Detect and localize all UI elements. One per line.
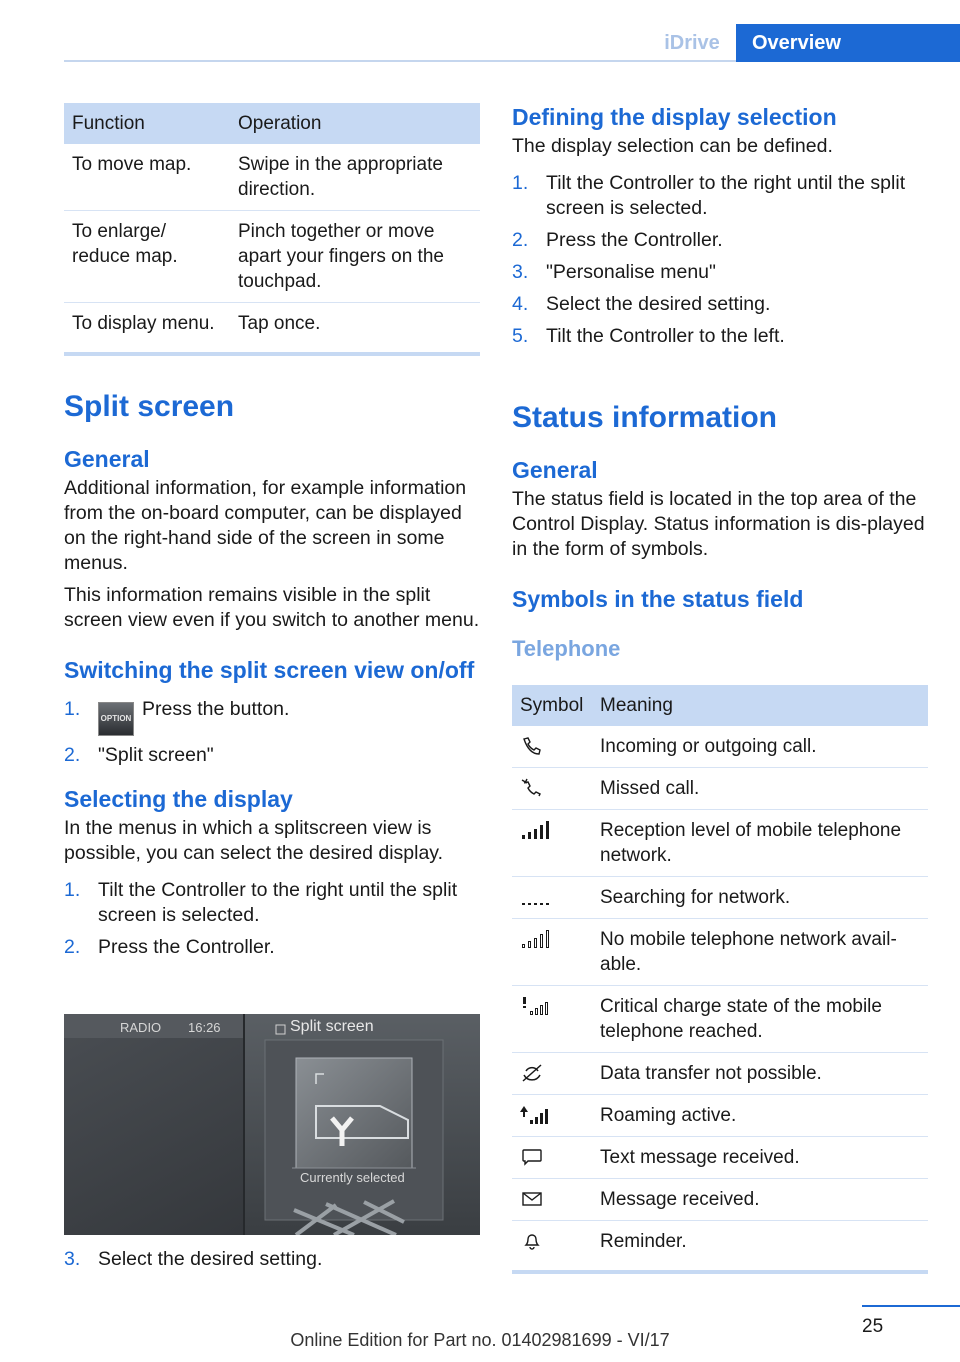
list-item <box>512 228 928 253</box>
operation-cell: Pinch together or move apart your fingers on the touchpad. <box>230 211 480 303</box>
defining-steps <box>512 171 928 349</box>
meaning-cell: Message received. <box>592 1179 928 1221</box>
step-number: 1. <box>64 698 81 720</box>
list-item <box>512 324 928 349</box>
header-section-label: iDrive <box>664 32 720 54</box>
symbol-table <box>512 685 928 1274</box>
table-row <box>512 810 928 877</box>
step-text: Tilt the Controller to the left. <box>546 325 785 347</box>
step-text: Tilt the Controller to the right until the split screen is selected. <box>546 172 906 219</box>
general-heading: General <box>64 446 150 472</box>
screenshot-graphic <box>64 1014 480 1235</box>
status-general-text: The status field is located in the top area of the Control Display. Status information is dis-played in the form of symbols. <box>512 488 925 560</box>
footer-rule <box>862 1305 960 1307</box>
table-row <box>64 303 480 355</box>
function-table <box>64 103 480 356</box>
function-cell: To enlarge/ reduce map. <box>64 211 230 303</box>
general-paragraph: This information remains visible in the split screen view even if you switch to another menu. <box>64 584 480 631</box>
operation-cell: Swipe in the appropriate direction. <box>230 144 480 211</box>
list-item <box>512 260 928 285</box>
bell-icon <box>520 1231 544 1251</box>
list-item <box>64 743 480 768</box>
select-steps-continued <box>64 1247 480 1279</box>
step-number: 2. <box>512 229 529 251</box>
step-number: 1. <box>512 172 529 194</box>
column-header: Meaning <box>592 685 928 726</box>
table-row <box>512 768 928 810</box>
signal-bars-icon <box>520 820 550 840</box>
roaming-icon <box>520 1105 550 1125</box>
table-row <box>512 726 928 768</box>
switch-steps <box>64 697 480 768</box>
meaning-cell: Text message received. <box>592 1137 928 1179</box>
missed-call-icon <box>520 778 544 798</box>
page-number: 25 <box>862 1316 884 1337</box>
split-screen-screenshot <box>64 1014 480 1235</box>
list-item <box>64 935 480 960</box>
table-row <box>512 1221 928 1273</box>
status-title: Status information <box>512 401 778 434</box>
meaning-cell: Incoming or outgoing call. <box>592 726 928 768</box>
screenshot-caption: Currently selected <box>300 1170 405 1185</box>
function-cell: To move map. <box>64 144 230 211</box>
defining-heading: Defining the display selection <box>512 104 837 130</box>
status-general-heading: General <box>512 457 598 483</box>
meaning-cell: Data transfer not possible. <box>592 1053 928 1095</box>
step-text: Press the Controller. <box>546 229 723 251</box>
step-text: Press the Controller. <box>98 936 275 958</box>
list-item <box>64 878 480 928</box>
meaning-cell: No mobile telephone network avail-able. <box>592 919 928 986</box>
meaning-cell: Searching for network. <box>592 877 928 919</box>
select-intro: In the menus in which a splitscreen view is possible, you can select the desired display. <box>64 817 444 864</box>
phone-call-icon <box>520 736 544 756</box>
status-section <box>512 399 928 664</box>
screenshot-time: 16:26 <box>188 1020 221 1035</box>
telephone-heading: Telephone <box>512 636 621 661</box>
list-item <box>512 292 928 317</box>
table-row <box>512 1137 928 1179</box>
step-number: 1. <box>64 879 81 901</box>
step-text: "Personalise menu" <box>546 261 716 283</box>
select-heading: Selecting the display <box>64 786 293 812</box>
select-steps <box>64 878 480 960</box>
list-item <box>64 1247 480 1272</box>
screenshot-left-label: RADIO <box>120 1020 162 1035</box>
table-row <box>512 1053 928 1095</box>
defining-section <box>512 102 928 356</box>
section-title: Split screen <box>64 390 235 423</box>
step-number: 5. <box>512 325 529 347</box>
header-chapter-tab: Overview <box>736 24 960 62</box>
no-data-transfer-icon <box>520 1063 544 1083</box>
table-row <box>512 1095 928 1137</box>
meaning-cell: Critical charge state of the mobile telephone reached. <box>592 986 928 1053</box>
critical-charge-icon <box>520 996 550 1016</box>
step-number: 3. <box>512 261 529 283</box>
table-row <box>512 877 928 919</box>
option-button-icon: OPTION <box>98 702 134 736</box>
table-row <box>512 986 928 1053</box>
table-row <box>64 211 480 303</box>
table-header-row <box>64 103 480 144</box>
step-number: 2. <box>64 936 81 958</box>
meaning-cell: Missed call. <box>592 768 928 810</box>
table-row <box>512 1179 928 1221</box>
table-header-row <box>512 685 928 726</box>
no-network-icon <box>520 929 550 949</box>
meaning-cell: Reminder. <box>592 1221 928 1273</box>
step-text: Tilt the Controller to the right until the split screen is selected. <box>98 879 458 926</box>
symbols-heading: Symbols in the status field <box>512 586 804 612</box>
envelope-icon <box>520 1189 544 1209</box>
defining-intro: The display selection can be defined. <box>512 135 833 157</box>
list-item <box>512 171 928 221</box>
function-cell: To display menu. <box>64 303 230 355</box>
column-header: Operation <box>230 103 480 144</box>
step-number: 3. <box>64 1248 81 1270</box>
column-header: Function <box>64 103 230 144</box>
screenshot-right-title: Split screen <box>290 1018 374 1035</box>
table-row <box>512 919 928 986</box>
general-paragraph: Additional information, for example information from the on-board computer, can be displayed on the right-hand side of the screen in some menus. <box>64 477 467 574</box>
text-message-icon <box>520 1147 544 1167</box>
step-text: Select the desired setting. <box>98 1248 323 1270</box>
list-item <box>64 697 480 736</box>
meaning-cell: Roaming active. <box>592 1095 928 1137</box>
operation-cell: Tap once. <box>230 303 480 355</box>
step-number: 2. <box>64 744 81 766</box>
searching-network-icon <box>520 887 550 907</box>
step-text: Press the button. <box>142 698 290 720</box>
meaning-cell: Reception level of mobile telephone network. <box>592 810 928 877</box>
table-row <box>64 144 480 211</box>
step-text: Select the desired setting. <box>546 293 771 315</box>
split-screen-section <box>64 388 480 967</box>
footer-edition: Online Edition for Part no. 01402981699 - VI/17 <box>290 1330 670 1350</box>
switch-heading: Switching the split screen view on/off <box>64 657 475 683</box>
step-number: 4. <box>512 293 529 315</box>
column-header: Symbol <box>512 685 592 726</box>
step-text: "Split screen" <box>98 744 214 766</box>
